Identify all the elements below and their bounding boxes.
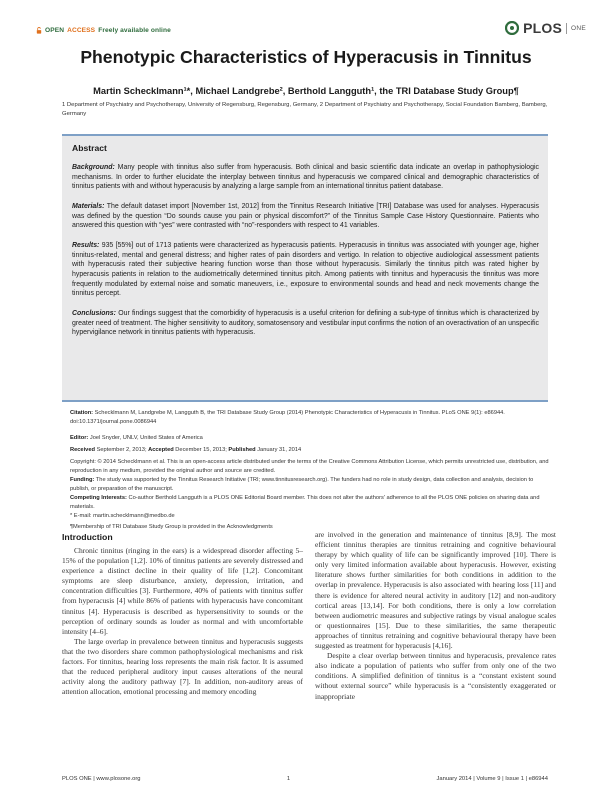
accepted-label: Accepted [148,447,174,453]
intro-paragraph-4: Despite a clear overlap between tinnitus and hyperacusis, prevalence rates also indicate a population of patients who suffer from only one of the two conditions. A simplified definition of tinnitus is a “constant existent sound without external source” while hyperacusis is a “consistently exaggerated or inappropriate [315,651,556,701]
open-label: OPEN [45,27,65,34]
conclusions-text: Our findings suggest that the comorbidity of hyperacusis is a useful criterion for defining a sub-type of tinnitus which is characterized by greater need of treatment. The higher sensitivity to auditory, somatosensory and vestibular input confirms the notion of an overactivation of an unspecific hypervigilance network in tinnitus patients with hyperacusis. [72,309,539,337]
editor-line [70,434,550,443]
received-date: September 2, 2013; [94,447,149,453]
editor-text: Joel Snyder, UNLV, United States of America [88,435,203,441]
intro-paragraph-3: are involved in the generation and maintenance of tinnitus [8,9]. The most efficient tinnitus therapies are tinnitus retraining and cognitive behavioural therapy by which quality of life can be significantly improved [10]. There is only very limited information available about hyperacusis. However, existing literature shows further similarities for both conditions in addition to the overlap in prevalence. Hyperacusis is also associated with hearing loss [11] and there is evidence for altered neural activity in auditory [12] and non-auditory cortical areas [13,14]. For both conditions, there is only a low correlation between audiometric measures and subjective ratings by visual analogue scales or questionnaires [15]. Due to these similarities, the same therapeutic approaches of tinnitus retraining and cognitive behavioural therapy have been suggested as treatment for hyperacusis [4,16]. [315,530,556,651]
accepted-date: December 15, 2013; [173,447,229,453]
competing-text: Co-author Berthold Langguth is a PLOS ONE Editorial Board member. This does not alter the authors' adherence to all the PLOS ONE policies on sharing data and materials. [70,495,540,510]
affiliations: 1 Department of Psychiatry and Psychotherapy, University of Regensburg, Regensburg, Germany, 2 Department of Psychiatry and Psychotherapy, Social Foundation Bamberg, Bamberg, Germany [62,102,548,118]
editor-label: Editor: [70,435,89,441]
abstract-box [62,134,548,402]
citation-label: Citation: [70,410,94,416]
results-text: 935 [55%] out of 1713 patients were characterized as hyperacusis patients. Hyperacusis in tinnitus was associated with younger age, higher tinnitus-related, mental and general distress; and higher rates of pain disorders and vertigo. In relation to objective audiological assessment patients with hyperacusis rated their subjective hearing function worse than those without hyperacusis. Similarly the tinnitus pitch was rated higher by hyperacusis patients in relation to the audiometrically determined tinnitus pitch. Among patients with tinnitus and hyperacusis the tinnitus was more frequently modulated by external noise and somatic maneuvers, i.e., exposure to environmental sounds and head and neck movements change the tinnitus percept. [72,241,539,298]
citation-text: Schecklmann M, Landgrebe M, Langguth B, the TRI Database Study Group (2014) Phenotypic Characteristics of Hyperacusis in Tinnitus. PLoS ONE 9(1): e86944. doi:10.1371/journal.pone.0086944 [70,410,505,425]
open-access-lock-icon [36,27,42,34]
funding-label: Funding: [70,477,95,483]
abstract-heading: Abstract [72,143,107,153]
published-date: January 31, 2014 [255,447,302,453]
results-label: Results: [72,241,100,249]
competing-interests-block [70,494,550,511]
footer-issue: January 2014 | Volume 9 | Issue 1 | e86944 [436,776,548,782]
open-access-badge [36,27,171,34]
right-column [315,530,556,702]
plos-one-logo [505,20,586,36]
background-text: Many people with tinnitus also suffer from hyperacusis. Both clinical and basic scientific data indicate an overlap in pathophysiologic mechanisms. In order to further elucidate the interplay between tinnitus and hyperacusis we compared clinical and demographic characteristics of tinnitus patients with and without hyperacusis by analyzing a large sample from an international tinnitus patient database. [72,164,539,191]
freely-label: Freely available online [98,27,171,34]
citation-block [70,409,550,426]
published-label: Published [228,447,256,453]
footer-page-number: 1 [286,776,291,782]
background-label: Background: [72,164,115,171]
dates-line [70,446,550,455]
abstract-conclusions [72,309,539,338]
author-list: Martin Schecklmann¹*, Michael Landgrebe², Berthold Langguth¹, the TRI Database Study Group¶ [93,86,519,96]
access-label: ACCESS [67,27,96,34]
competing-label: Competing Interests: [70,495,127,501]
plos-wordmark: PLOS [523,20,562,36]
funding-block [70,476,550,493]
article-title: Phenotypic Characteristics of Hyperacusis in Tinnitus [80,47,532,67]
one-wordmark: ONE [571,24,586,32]
abstract-background [72,163,539,192]
received-label: Received [70,447,95,453]
plos-logo-icon [505,21,519,35]
logo-divider [566,23,567,34]
footer-journal: PLOS ONE | www.plosone.org [62,776,141,782]
left-column [62,546,303,697]
page-footer [62,776,548,782]
introduction-heading: Introduction [62,532,113,542]
abstract-results [72,241,539,299]
email-line: * E-mail: martin.schecklmann@medbo.de [70,513,175,519]
abstract-materials [72,202,539,231]
materials-text: The default dataset import [November 1st, 2012] from the Tinnitus Research Initiative [TRI] Database was used for analyses. Hyperacusis was defined by the question “Do sounds cause you pain or physical discomfort?” of the Tinnitus Sample Case History Questionnaire. Patients who answered this question with “yes” were contrasted with “no”-responders with respect to 41 variables. [72,202,539,230]
materials-label: Materials: [72,202,105,210]
funding-text: The study was supported by the Tinnitus Research Initiative (TRI; www.tinnitusresearch.org). The funders had no role in study design, data collection and analysis, decision to publish, or preparation of the manuscript. [70,477,534,492]
intro-paragraph-2: The large overlap in prevalence between tinnitus and hyperacusis suggests that the two disorders share common pathophysiological mechanisms and risk factors. For tinnitus, hearing loss represents the main risk factor. It is assumed that the reduced peripheral auditory input causes alterations of the neural activity along the auditory pathway [7]. In addition, non-auditory areas of attention allocation, emotional processing and memory encoding [62,636,303,697]
intro-paragraph-1: Chronic tinnitus (ringing in the ears) is a widespread disorder affecting 5–15% of the population [1,2]. 10% of tinnitus patients are severely distressed and experience a distinct decline in their quality of life [1,2]. Concomitant symptoms are sleep disturbance, anxiety, depression, irritation, and concentration difficulties [3]. Furthermore, 40% of patients with tinnitus suffer from hyperacusis [4] while 86% of patients with hyperacusis have concomitant tinnitus [4]. Hyperacusis is described as hypersensitivity to sounds or the perception of ordinary sounds as louder as normal and with uncomfortable intensity [4–6]. [62,546,303,636]
membership-note: ¶Membership of TRI Database Study Group is provided in the Acknowledgments [70,524,273,530]
conclusions-label: Conclusions: [72,309,116,317]
copyright-block: Copyright: © 2014 Schecklmann et al. This is an open-access article distributed under the terms of the Creative Commons Attribution License, which permits unrestricted use, distribution, and reproduction in any medium, provided the original author and source are credited. [70,459,549,474]
